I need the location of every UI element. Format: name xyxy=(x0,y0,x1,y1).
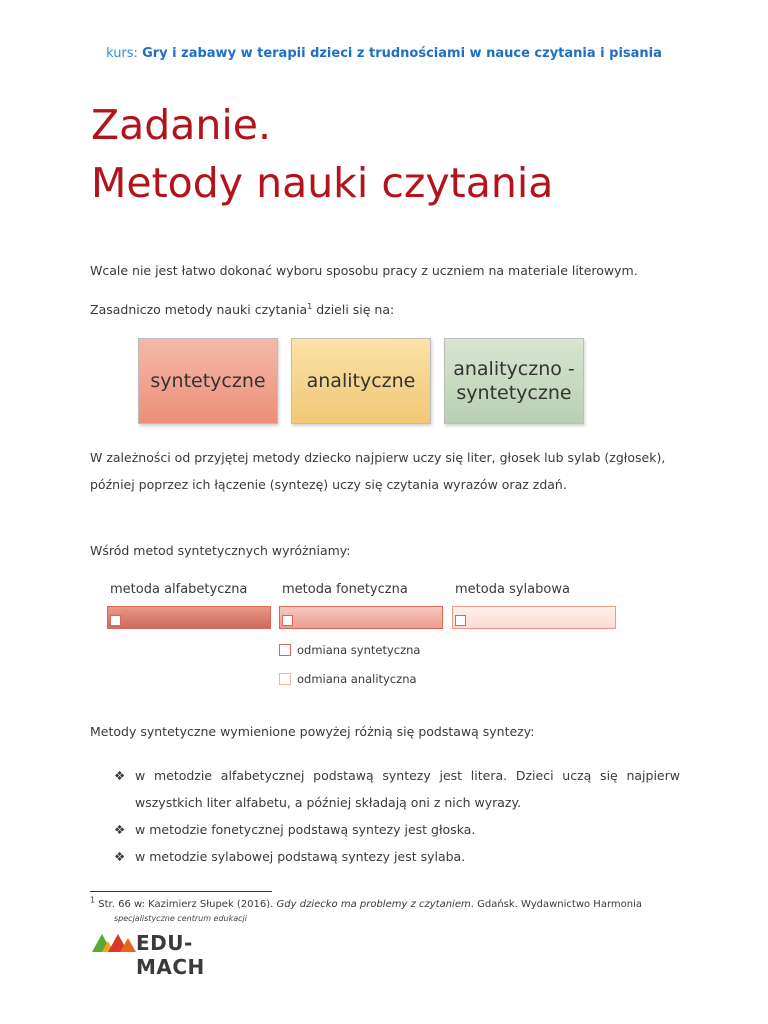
title-line-1: Zadanie. xyxy=(91,101,271,149)
bullet-text-3: w metodzie sylabowej podstawą syntezy jest sylaba. xyxy=(135,849,466,864)
intro-paragraph-1: Wcale nie jest łatwo dokonać wyboru sposobu pracy z uczniem na materiale literowym. xyxy=(90,263,638,278)
label-metoda-alfabetyczna: metoda alfabetyczna xyxy=(110,582,248,597)
variant-syntetyczna-label: odmiana syntetyczna xyxy=(297,643,421,657)
bar-metoda-fonetyczna xyxy=(279,606,443,629)
differences-intro: Metody syntetyczne wymienione powyżej różnią się podstawą syntezy: xyxy=(90,724,535,739)
bar-metoda-sylabowa xyxy=(452,606,616,629)
paragraph-2-line-1: W zależności od przyjętej metody dziecko najpierw uczy się liter, głosek lub sylab (zgłosek), xyxy=(90,450,666,465)
variant-analityczna xyxy=(279,672,417,686)
label-metoda-sylabowa: metoda sylabowa xyxy=(455,582,570,597)
course-name: Gry i zabawy w terapii dzieci z trudnościami w nauce czytania i pisania xyxy=(142,46,662,61)
bullet-icon-1: ❖ xyxy=(114,768,126,783)
bullet-text-1: w metodzie alfabetycznej podstawą syntezy jest litera. Dzieci uczą się najpierw wszystkich liter alfabetu, a później składają oni z nich wyrazy. xyxy=(135,768,680,810)
title-line-2: Metody nauki czytania xyxy=(91,159,554,207)
bar-metoda-alfabetyczna xyxy=(107,606,271,629)
footnote-number: 1 xyxy=(90,895,96,905)
variant-analityczna-label: odmiana analityczna xyxy=(297,672,417,686)
bullet-text-2: w metodzie fonetycznej podstawą syntezy jest głoska. xyxy=(135,822,476,837)
checkbox-odmiana-syntetyczna xyxy=(279,644,291,656)
intro-text-end: dzieli się na: xyxy=(312,302,395,317)
box-analityczne-label: analityczne xyxy=(306,370,416,392)
synthetic-intro: Wśród metod syntetycznych wyróżniamy: xyxy=(90,543,351,558)
intro-paragraph-2 xyxy=(90,296,394,323)
footnote-publisher: . Gdańsk. Wydawnictwo Harmonia xyxy=(470,899,642,910)
page-title xyxy=(91,96,553,212)
checkbox-fonetyczna xyxy=(282,615,293,626)
footnote-book-title: Gdy dziecko ma problemy z czytaniem xyxy=(276,899,471,910)
intro-text: Zasadniczo metody nauki czytania xyxy=(90,302,308,317)
footnote-ref: 1 xyxy=(307,301,313,311)
variant-syntetyczna xyxy=(279,643,420,657)
box-analityczne xyxy=(291,338,431,424)
logo-tagline: specjalistyczne centrum edukacji xyxy=(114,914,247,923)
edu-mach-logo xyxy=(92,914,252,979)
box-analityczno-line1: analityczno - xyxy=(453,358,575,380)
checkbox-odmiana-analityczna xyxy=(279,673,291,685)
bullet-icon-2: ❖ xyxy=(114,822,126,837)
label-metoda-fonetyczna: metoda fonetyczna xyxy=(282,582,408,597)
checkbox-sylabowa xyxy=(455,615,466,626)
course-prefix: kurs: xyxy=(106,46,138,61)
checkbox-alfabetyczna xyxy=(110,615,121,626)
logo-brand: EDU-MACH xyxy=(136,931,205,979)
box-syntetyczne-label: syntetyczne xyxy=(150,370,266,392)
footnote-separator xyxy=(90,891,272,892)
logo-mark-icon xyxy=(92,928,138,954)
box-syntetyczne xyxy=(138,338,278,424)
footnote-text: Str. 66 w: Kazimierz Słupek (2016). xyxy=(95,899,277,910)
box-analityczno-line2: syntetyczne xyxy=(456,382,572,404)
course-header xyxy=(0,46,768,61)
box-analityczno-syntetyczne xyxy=(444,338,584,424)
footnote xyxy=(90,895,642,910)
bullet-icon-3: ❖ xyxy=(114,849,126,864)
paragraph-2-line-2: później poprzez ich łączenie (syntezę) uczy się czytania wyrazów oraz zdań. xyxy=(90,477,567,492)
